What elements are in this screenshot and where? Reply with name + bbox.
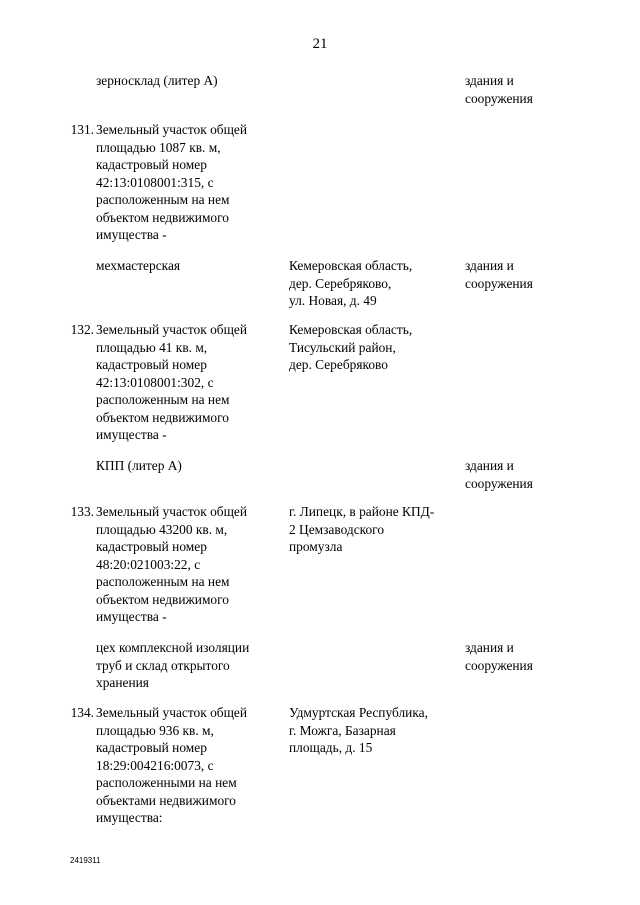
description-line: зерносклад (литер А) <box>96 73 218 88</box>
kind-line: здания и <box>465 258 514 273</box>
address-line: площадь, д. 15 <box>289 740 373 755</box>
item-kind <box>465 72 585 107</box>
description-line: расположенными на нем <box>96 775 237 790</box>
item-address <box>289 704 459 757</box>
kind-line: здания и <box>465 640 514 655</box>
description-line: Земельный участок общей <box>96 504 248 519</box>
description-line: труб и склад открытого <box>96 657 230 673</box>
item-description <box>96 457 274 475</box>
kind-line: здания и <box>465 73 514 88</box>
description-line: 18:29:004216:0073, с <box>96 757 214 773</box>
item-number: 134. <box>70 705 94 720</box>
description-line: КПП (литер А) <box>96 458 182 473</box>
page-number: 21 <box>312 36 328 52</box>
item-number: 132. <box>70 322 94 337</box>
description-line: площадью 936 кв. м, <box>96 722 214 738</box>
description-line: площадью 1087 кв. м, <box>96 139 221 155</box>
address-line: Удмуртская Республика, <box>289 705 428 720</box>
item-number: 133. <box>70 504 94 519</box>
item-kind <box>465 457 585 492</box>
item-description <box>96 321 274 444</box>
description-line: Земельный участок общей <box>96 705 248 720</box>
address-line: г. Липецк, в районе КПД- <box>289 504 435 519</box>
item-address <box>289 503 459 556</box>
description-line: объектом недвижимого <box>96 209 229 225</box>
description-line: площадью 41 кв. м, <box>96 339 208 355</box>
description-line: 42:13:0108001:302, с <box>96 374 214 390</box>
description-line: объектами недвижимого <box>96 792 236 808</box>
description-line: кадастровый номер <box>96 539 207 554</box>
description-line: имущества - <box>96 609 167 624</box>
kind-line: сооружения <box>465 657 533 673</box>
address-line: Кемеровская область, <box>289 258 413 273</box>
description-line: расположенным на нем <box>96 392 230 407</box>
item-kind <box>465 257 585 292</box>
document-code: 2419311 <box>70 856 101 865</box>
address-line: дер. Серебряково, <box>289 275 392 291</box>
description-line: цех комплексной изоляции <box>96 640 250 655</box>
kind-line: сооружения <box>465 275 533 291</box>
description-line: Земельный участок общей <box>96 322 248 337</box>
description-line: кадастровый номер <box>96 740 207 755</box>
description-line: расположенным на нем <box>96 192 230 207</box>
item-description <box>96 639 274 692</box>
description-line: имущества - <box>96 427 167 442</box>
description-line: кадастровый номер <box>96 157 207 172</box>
kind-line: сооружения <box>465 90 533 106</box>
description-line: объектом недвижимого <box>96 591 229 607</box>
item-address <box>289 321 459 374</box>
kind-line: сооружения <box>465 475 533 491</box>
description-line: кадастровый номер <box>96 357 207 372</box>
description-line: мехмастерская <box>96 258 181 273</box>
description-line: имущества - <box>96 227 167 242</box>
address-line: ул. Новая, д. 49 <box>289 293 377 308</box>
address-line: дер. Серебряково <box>289 357 388 372</box>
description-line: имущества: <box>96 810 163 825</box>
address-line: промузла <box>289 539 343 554</box>
description-line: расположенным на нем <box>96 574 230 589</box>
item-number: 131. <box>70 122 94 137</box>
description-line: площадью 43200 кв. м, <box>96 521 228 537</box>
description-line: 42:13:0108001:315, с <box>96 174 214 190</box>
item-description <box>96 72 274 90</box>
address-line: Кемеровская область, <box>289 322 413 337</box>
address-line: Тисульский район, <box>289 339 396 355</box>
address-line: г. Можга, Базарная <box>289 722 396 738</box>
item-description <box>96 704 274 827</box>
kind-line: здания и <box>465 458 514 473</box>
item-description <box>96 503 274 626</box>
item-kind <box>465 639 585 674</box>
description-line: объектом недвижимого <box>96 409 229 425</box>
item-description <box>96 257 274 275</box>
item-address <box>289 257 459 310</box>
description-line: 48:20:021003:22, с <box>96 556 201 572</box>
description-line: Земельный участок общей <box>96 122 248 137</box>
item-description <box>96 121 274 244</box>
description-line: хранения <box>96 675 149 690</box>
address-line: 2 Цемзаводского <box>289 521 385 537</box>
